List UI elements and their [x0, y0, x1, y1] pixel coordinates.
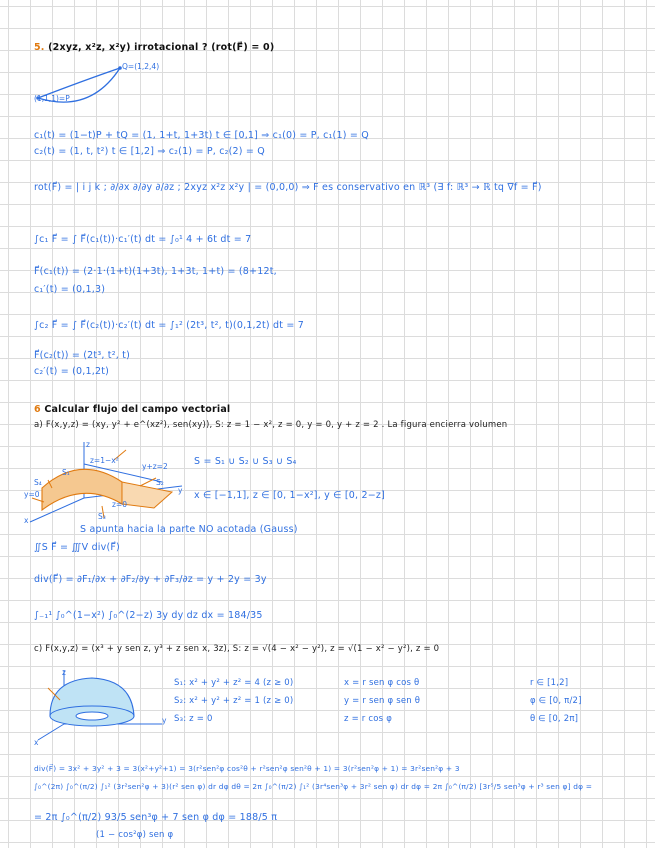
axis-z-label: z: [86, 440, 90, 449]
field-on-c2: F⃗(c₂(t)) = (2t³, t², t): [34, 350, 130, 361]
problem-5-heading: [34, 42, 274, 53]
c1-derivative: c₁′(t) = (0,1,3): [34, 284, 106, 295]
surface-s2-eq: S₂: x² + y² + z² = 1 (z ≥ 0): [174, 696, 294, 706]
plane-label: y+z=2: [142, 462, 168, 471]
line-integral-c1: ∫c₁ F⃗ = ∫ F⃗(c₁(t))·c₁′(t) dt = ∫₀¹ 4 + 6t dt = 7: [34, 234, 252, 245]
orientation-note: S apunta hacia la parte NO acotada (Gauss): [80, 524, 298, 535]
integration-limits-a: x ∈ [−1,1], z ∈ [0, 1−x²], y ∈ [0, 2−z]: [194, 490, 385, 501]
region-a-figure: [22, 436, 192, 526]
axis-z-label-c: z: [62, 668, 66, 677]
part-a-statement: a) F(x,y,z) = (xy, y² + e^(xz²), sen(xy)), S: z = 1 − x², z = 0, y = 0, y + z = 2 . La figura encierra volumen: [34, 420, 508, 430]
surface-union: S = S₁ ∪ S₂ ∪ S₃ ∪ S₄: [194, 456, 297, 467]
axis-y-label: y: [178, 486, 183, 495]
surface-s3-eq: S₃: z = 0: [174, 714, 213, 724]
range-r: r ∈ [1,2]: [530, 678, 569, 688]
surface-s3-label: S₃: [98, 512, 106, 521]
hemisphere-shell-figure: [34, 664, 169, 744]
range-phi: φ ∈ [0, π/2]: [530, 696, 582, 706]
divergence-a: div(F⃗) = ∂F₁/∂x + ∂F₂/∂y + ∂F₃/∂z = y + 2y = 3y: [34, 574, 267, 585]
triple-integral-c-step1: ∫₀^(2π) ∫₀^(π/2) ∫₁² (3r²sen²φ + 3)(r² sen φ) dr dφ dθ = 2π ∫₀^(π/2) ∫₁² (3r⁴sen³φ + 3r² sen φ) dr dφ = 2π ∫₀^(π/2) [3r⁵/5 sen³φ + r³ sen φ] dφ =: [34, 782, 593, 791]
curve-c1-definition: c₁(t) = (1−t)P + tQ = (1, 1+t, 1+3t) t ∈ [0,1] ⇒ c₁(0) = P, c₁(1) = Q: [34, 130, 369, 141]
curve-c2-definition: c₂(t) = (1, t, t²) t ∈ [1,2] ⇒ c₂(1) = P, c₂(2) = Q: [34, 146, 265, 157]
divergence-c: div(F⃗) = 3x² + 3y² + 3 = 3(x²+y²+1) = 3(r²sen²φ cos²θ + r²sen²φ sen²θ + 1) = 3(r²sen²φ + 1) = 3r²sen²φ + 3: [34, 764, 460, 773]
point-q-label: Q=(1,2,4): [122, 62, 160, 71]
base-label: z=0: [112, 500, 127, 509]
problem-6-number: 6: [34, 404, 41, 415]
surface-s1-eq: S₁: x² + y² + z² = 4 (z ≥ 0): [174, 678, 294, 688]
problem-5-title: (2xyz, x²z, x²y) irrotacional ? (rot(F⃗) = 0): [48, 42, 275, 53]
spherical-z: z = r cos φ: [344, 714, 392, 724]
c2-derivative: c₂′(t) = (0,1,2t): [34, 366, 110, 377]
range-theta: θ ∈ [0, 2π]: [530, 714, 579, 724]
triple-integral-a: ∫₋₁¹ ∫₀^(1−x²) ∫₀^(2−z) 3y dy dz dx = 184/35: [34, 610, 263, 621]
field-on-c1: F⃗(c₁(t)) = (2·1·(1+t)(1+3t), 1+3t, 1+t) = (8+12t,: [34, 266, 277, 277]
surface-s4-label: S₄: [34, 478, 42, 487]
problem-6-heading: [34, 404, 230, 415]
spherical-x: x = r sen φ cos θ: [344, 678, 420, 688]
spherical-y: y = r sen φ sen θ: [344, 696, 421, 706]
surface-s1-label: S₁: [62, 468, 70, 477]
rotational-computation: rot(F⃗) = | i j k ; ∂/∂x ∂/∂y ∂/∂z ; 2xyz x²z x²y | = (0,0,0) ⇒ F es conservativo en ℝ³ (∃ f: ℝ³ → ℝ tq ∇f = F⃗): [34, 182, 542, 193]
point-p-label: (1,1,1)=P: [34, 94, 70, 103]
gauss-theorem: ∬S F⃗ = ∭V div(F⃗): [34, 542, 120, 553]
problem-6-title: Calcular flujo del campo vectorial: [44, 404, 231, 415]
line-integral-c2: ∫c₂ F⃗ = ∫ F⃗(c₂(t))·c₂′(t) dt = ∫₁² (2t³, t², t)(0,1,2t) dt = 7: [34, 320, 305, 331]
side-label: y=0: [24, 490, 40, 499]
curve-label: z=1−x²: [90, 456, 119, 465]
surface-s2-label: S₂: [156, 478, 164, 487]
part-c-statement: c) F(x,y,z) = (x³ + y sen z, y³ + z sen x, 3z), S: z = √(4 − x² − y²), z = √(1 − x² − y²), z = 0: [34, 644, 440, 654]
triple-integral-c-step2: = 2π ∫₀^(π/2) 93/5 sen³φ + 7 sen φ dφ = 188/5 π: [34, 812, 278, 823]
axis-y-label-c: y: [162, 716, 167, 725]
axis-x-label: x: [24, 516, 29, 525]
problem-5-number: 5.: [34, 42, 45, 53]
identity-hint: (1 − cos²φ) sen φ: [96, 830, 174, 840]
axis-x-label-c: x: [34, 738, 39, 747]
